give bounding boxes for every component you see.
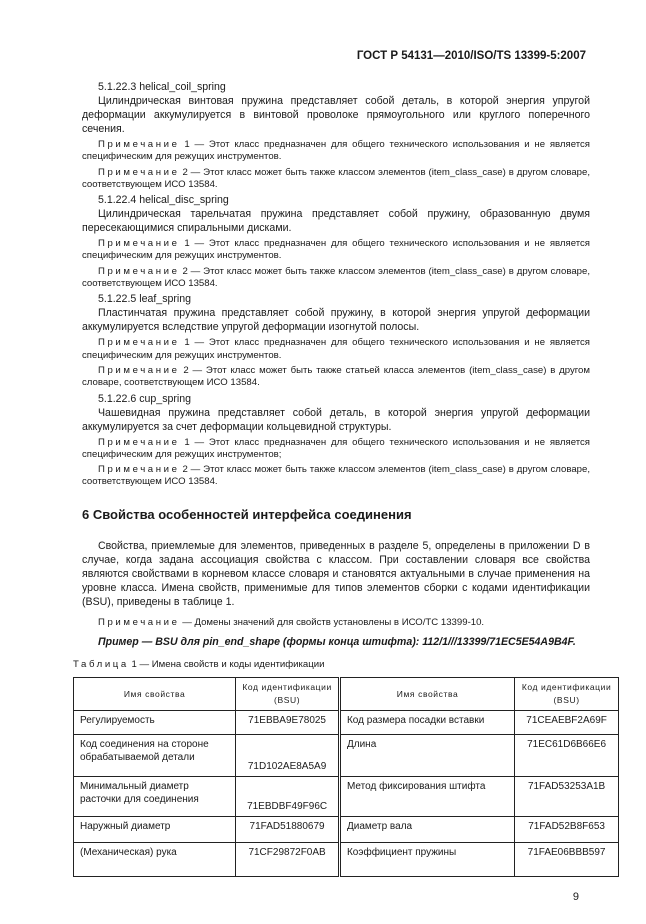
property-name-cell: Наружный диаметр	[74, 817, 236, 843]
property-name-cell: Регулируемость	[74, 711, 236, 735]
table-row	[74, 817, 619, 843]
subsections	[82, 80, 590, 489]
note-label: Примечание	[98, 616, 180, 628]
col-header: Код идентификации (BSU)	[515, 678, 619, 711]
bsu-code-cell: 71FAD51880679	[236, 817, 340, 843]
table-caption	[73, 659, 590, 671]
note-text: 1 — Этот класс предназначен для общего технического использования и не является специфическим для режущих инструментов.	[82, 139, 590, 163]
property-name-cell: Диаметр вала	[339, 817, 514, 843]
section-6-paragraph: Свойства, приемлемые для элементов, приведенных в разделе 5, определены в приложении D в случае, когда задана ассоциация свойства с классом. При составлении словаря все свойства являются свойствами в корневом классе словаря и становятся актуальными в случае применения на уровне класса. Имена свойств, применимые для типов элементов сборки с кодами идентификации (BSU), приведены в таблице 1.	[82, 539, 590, 608]
property-name-cell: Длина	[339, 735, 514, 777]
property-name-cell: Код размера посадки вставки	[339, 711, 514, 735]
note-label: Примечание	[98, 464, 180, 476]
col-header: Имя свойства	[74, 678, 236, 711]
bsu-code-cell: 71EC61D6B66E6	[515, 735, 619, 777]
section-6-body	[82, 539, 590, 649]
bsu-code-cell: 71FAD53253A1B	[515, 777, 619, 817]
example: Пример — BSU для pin_end_shape (формы конца штифта): 112/1///13399/71EC5E54A9B4F.	[98, 636, 576, 649]
note	[82, 365, 590, 390]
property-name-cell: Коэффициент пружины	[339, 843, 514, 877]
property-name-cell: Метод фиксирования штифта	[339, 777, 514, 817]
subsection-heading: 5.1.22.6 cup_spring	[98, 392, 192, 405]
note	[82, 167, 590, 192]
note-label: Примечание	[98, 139, 180, 150]
document-header: ГОСТ Р 54131—2010/ISO/TS 13399-5:2007	[356, 50, 586, 62]
bsu-code-cell: 71EBDBF49F96C	[236, 777, 340, 817]
caption-label: Таблица	[73, 659, 129, 671]
note	[82, 139, 590, 164]
note-label: Примечание	[98, 436, 180, 448]
properties-table	[73, 677, 619, 877]
table-row	[74, 777, 619, 817]
note	[82, 266, 590, 291]
note-text: 2 — Этот класс может быть также классом элементов (item_class_case) в другом словаре, соответствующем ИСО 13584.	[82, 464, 590, 488]
subsection-body: Цилиндрическая винтовая пружина представляет собой деталь, в которой энергия упругой деформации аккумулируется в винтовой проволоке прямоугольного или круглого поперечного сечения.	[82, 95, 590, 135]
note-text: 2 — Этот класс может быть также классом элементов (item_class_case) в другом словаре, соответствующем ИСО 13584.	[82, 265, 590, 290]
subsection-heading: 5.1.22.3 helical_coil_spring	[98, 81, 226, 93]
property-name-cell: Код соединения на стороне обрабатываемой детали	[74, 735, 236, 777]
note-label: Примечание	[98, 337, 180, 349]
bsu-code-cell: 71FAD52B8F653	[515, 817, 619, 843]
caption-text: 1 — Имена свойств и коды идентификации	[128, 659, 325, 671]
page-number: 9	[572, 891, 579, 904]
note-text: 1 — Этот класс предназначен для общего технического использования и не является специфическим для режущих инструментов.	[82, 337, 590, 361]
note	[82, 337, 590, 362]
note-label: Примечание	[98, 364, 180, 376]
bsu-code-cell: 71FAE06BBB597	[515, 843, 619, 877]
note	[82, 464, 590, 489]
subsection-body: Чашевидная пружина представляет собой деталь, в которой энергия упругой деформации аккумулируется за счет деформации кольцевидной структуры.	[82, 406, 590, 433]
note-text: 1 — Этот класс предназначен для общего технического использования и не является специфическим для режущих инструментов;	[82, 436, 590, 460]
bsu-code-cell: 71D102AE8A5A9	[236, 735, 340, 777]
bsu-code-cell: 71EBBA9E78025	[236, 711, 340, 735]
table-row	[74, 735, 619, 777]
note-label: Примечание	[98, 166, 180, 178]
note	[82, 437, 590, 462]
section-6-title: 6 Свойства особенностей интерфейса соединения	[82, 506, 412, 522]
note	[82, 238, 590, 263]
col-header: Имя свойства	[339, 678, 514, 711]
subsection-heading: 5.1.22.5 leaf_spring	[98, 293, 192, 306]
bsu-code-cell: 71CEAEBF2A69F	[515, 711, 619, 735]
note-label: Примечание	[98, 265, 180, 277]
subsection-body: Пластинчатая пружина представляет собой пружину, в которой энергия упругой деформации аккумулируется вследствие упругой деформации изогнутой полосы.	[82, 307, 590, 334]
note-text: — Домены значений для свойств установлены в ИСО/ТС 13399-10.	[182, 616, 485, 628]
note-text: 2 — Этот класс может быть также статьей класса элементов (item_class_case) в другом словаре, соответствующем ИСО 13584.	[82, 364, 590, 389]
subsection-body: Цилиндрическая тарельчатая пружина представляет собой пружину, образованную двумя пересекающимися спиральными дисками.	[82, 208, 590, 235]
subsection-heading: 5.1.22.4 helical_disc_spring	[98, 194, 229, 207]
table-row	[74, 843, 619, 877]
note-label: Примечание	[98, 238, 180, 250]
property-name-cell: (Механическая) рука	[74, 843, 236, 877]
note-text: 1 — Этот класс предназначен для общего технического использования и не является специфическим для режущих инструментов.	[82, 238, 590, 262]
bsu-code-cell: 71CF29872F0AB	[236, 843, 340, 877]
note-text: 2 — Этот класс может быть также классом элементов (item_class_case) в другом словаре, соответствующем ИСО 13584.	[82, 166, 590, 190]
table-row	[74, 711, 619, 735]
property-name-cell: Минимальный диаметр расточки для соединения	[74, 777, 236, 817]
col-header: Код идентификации (BSU)	[236, 678, 340, 711]
